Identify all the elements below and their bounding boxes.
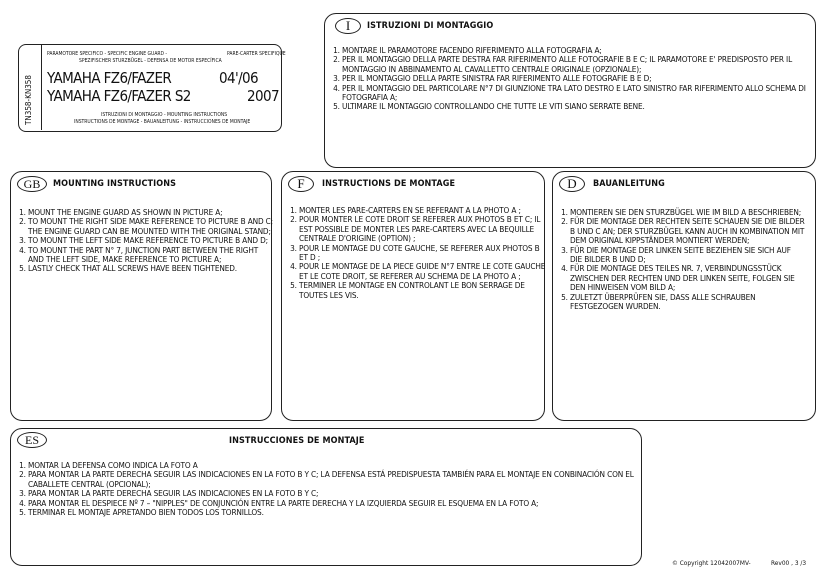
section-english — [10, 171, 272, 421]
list-item: 5. LASTLY CHECK THAT ALL SCREWS HAVE BEEN TIGHTENED. — [28, 264, 274, 273]
list-item: 3. POUR LE MONTAGE DU COTE GAUCHE, SE REFERER AUX PHOTOS B ET D ; — [299, 244, 549, 263]
label-date-1: 04'/06 — [219, 69, 258, 87]
list-item: 1. MONTIEREN SIE DEN STURZBÜGEL WIE IM BILD A BESCHRIEBEN; — [570, 208, 805, 217]
section-german-title: BAUANLEITUNG — [593, 179, 665, 189]
section-italian-badge: I — [335, 18, 361, 34]
revision-text: Rev00 , 3 /3 — [771, 559, 807, 567]
section-french-badge: F — [288, 176, 314, 192]
list-item: 2. FÜR DIE MONTAGE DER RECHTEN SEITE SCHAUEN SIE DIE BILDER B UND C AN; DER STURZBÜGEL KANN AUCH IN KOMBINATION MIT DEM ORIGINAL KIPPSTÄNDER MONTIERT WERDEN; — [570, 217, 805, 245]
list-item: 5. TERMINAR EL MONTAJE APRETANDO BIEN TODOS LOS TORNILLOS. — [28, 508, 638, 517]
list-item: 1. MONTER LES PARE-CARTERS EN SE REFERANT A LA PHOTO A ; — [299, 206, 549, 215]
copyright-text: © Copyright 12042007MV- — [672, 559, 751, 567]
section-french-title: INSTRUCTIONS DE MONTAGE — [322, 179, 456, 189]
section-spanish-list — [14, 461, 638, 517]
section-spanish — [10, 428, 642, 566]
label-code: TN358-KN358 — [24, 75, 33, 125]
list-item: 1. MOUNT THE ENGINE GUARD AS SHOWN IN PICTURE A; — [28, 208, 274, 217]
label-model-2: YAMAHA FZ6/FAZER S2 — [47, 87, 191, 105]
section-italian-title: ISTRUZIONI DI MONTAGGIO — [367, 21, 494, 31]
label-footer-2: INSTRUCTIONS DE MONTAGE - BAUANLEITUNG - INSTRUCCIONES DE MONTAJE — [74, 119, 251, 125]
list-item: 3. FÜR DIE MONTAGE DER LINKEN SEITE BEZIEHEN SIE SICH AUF DIE BILDER B UND D; — [570, 246, 805, 265]
list-item: 1. MONTARE IL PARAMOTORE FACENDO RIFERIMENTO ALLA FOTOGRAFIA A; — [342, 46, 812, 55]
section-english-list — [14, 208, 274, 274]
label-line2: SPEZIFISCHER STURZBÜGEL - DEFENSA DE MOTOR ESPECÍFICA — [79, 58, 222, 64]
label-line1-right: PARE-CARTER SPECIFIQUE — [227, 51, 286, 57]
list-item: 2. PARA MONTAR LA PARTE DERECHA SEGUIR LAS INDICACIONES EN LA FOTO B Y C; LA DEFENSA ESTÁ PREDISPUESTA TAMBIÉN PARA EL MONTAJE EN CONBINACIÓN CON EL CABALLETE CENTRAL (OPCIONAL); — [28, 470, 638, 489]
section-french — [281, 171, 545, 421]
list-item: 4. PARA MONTAR EL DESPIECE Nº 7 – "NIPPLES" DE CONJUNCIÓN ENTRE LA PARTE DERECHA Y LA IZQUIERDA SEGUIR EL ESQUEMA EN LA FOTO A; — [28, 499, 638, 508]
list-item: 4. PER IL MONTAGGIO DEL PARTICOLARE N°7 DI GIUNZIONE TRA LATO DESTRO E LATO SINISTRO FAR RIFERIMENTO ALLO SCHEMA DI FOTOGRAFIA A; — [342, 84, 812, 103]
list-item: 3. TO MOUNT THE LEFT SIDE MAKE REFERENCE TO PICTURE B AND D; — [28, 236, 274, 245]
product-label — [18, 44, 286, 132]
section-spanish-badge: ES — [17, 432, 47, 448]
list-item: 4. POUR LE MONTAGE DE LA PIECE GUIDE N°7 ENTRE LE COTE GAUCHE ET LE COTE DROIT, SE REFERER AU SCHEMA DE LA PHOTO A ; — [299, 262, 549, 281]
label-date-2: 2007 — [247, 87, 279, 105]
section-italian-list — [328, 46, 812, 112]
section-german-list — [556, 208, 805, 311]
section-english-title: MOUNTING INSTRUCTIONS — [53, 179, 177, 189]
section-english-badge: GB — [17, 176, 47, 192]
label-line1-left: PARAMOTORE SPECIFICO - SPECIFIC ENGINE GUARD - — [47, 51, 168, 57]
section-german — [552, 171, 816, 421]
list-item: 1. MONTAR LA DEFENSA COMO INDICA LA FOTO A — [28, 461, 638, 470]
list-item: 2. POUR MONTER LE COTE DROIT SE REFERER AUX PHOTOS B ET C; IL EST POSSIBLE DE MONTER LES PARE-CARTERS AVEC LA BEQUILLE CENTRALE D'ORIGINE (OPTION) ; — [299, 215, 549, 243]
section-spanish-title: INSTRUCCIONES DE MONTAJE — [229, 436, 365, 446]
label-footer-1: ISTRUZIONI DI MONTAGGIO - MOUNTING INSTRUCTIONS — [101, 112, 228, 118]
label-model-1: YAMAHA FZ6/FAZER — [47, 69, 172, 87]
list-item: 4. FÜR DIE MONTAGE DES TEILES NR. 7, VERBINDUNGSSTÜCK ZWISCHEN DER RECHTEN UND DER LINKEN SEITE, FOLGEN SIE DEN HINWEISEN VOM BILD A; — [570, 264, 805, 292]
section-german-badge: D — [559, 176, 585, 192]
list-item: 2. PER IL MONTAGGIO DELLA PARTE DESTRA FAR RIFERIMENTO ALLE FOTOGRAFIE B E C; IL PARAMOTORE E' PREDISPOSTO PER IL MONTAGGIO IN ABBINAMENTO AL CAVALLETTO CENTRALE ORIGINALE (OPZIONALE); — [342, 55, 812, 74]
list-item: 2. TO MOUNT THE RIGHT SIDE MAKE REFERENCE TO PICTURE B AND C; THE ENGINE GUARD CAN BE MOUNTED WITH THE ORIGINAL STAND; — [28, 217, 274, 236]
section-italian — [324, 13, 816, 168]
list-item: 5. ZULETZT ÜBERPRÜFEN SIE, DASS ALLE SCHRAUBEN FESTGEZOGEN WURDEN. — [570, 293, 805, 312]
list-item: 3. PER IL MONTAGGIO DELLA PARTE SINISTRA FAR RIFERIMENTO ALLE FOTOGRAFIE B E D; — [342, 74, 812, 83]
list-item: 5. TERMINER LE MONTAGE EN CONTROLANT LE BON SERRAGE DE TOUTES LES VIS. — [299, 281, 549, 300]
section-french-list — [285, 206, 549, 300]
list-item: 4. TO MOUNT THE PART N° 7, JUNCTION PART BETWEEN THE RIGHT AND THE LEFT SIDE, MAKE REFERENCE TO PICTURE A; — [28, 246, 274, 265]
list-item: 3. PARA MONTAR LA PARTE DERECHA SEGUIR LAS INDICACIONES EN LA FOTO B Y C; — [28, 489, 638, 498]
list-item: 5. ULTIMARE IL MONTAGGIO CONTROLLANDO CHE TUTTE LE VITI SIANO SERRATE BENE. — [342, 102, 812, 111]
